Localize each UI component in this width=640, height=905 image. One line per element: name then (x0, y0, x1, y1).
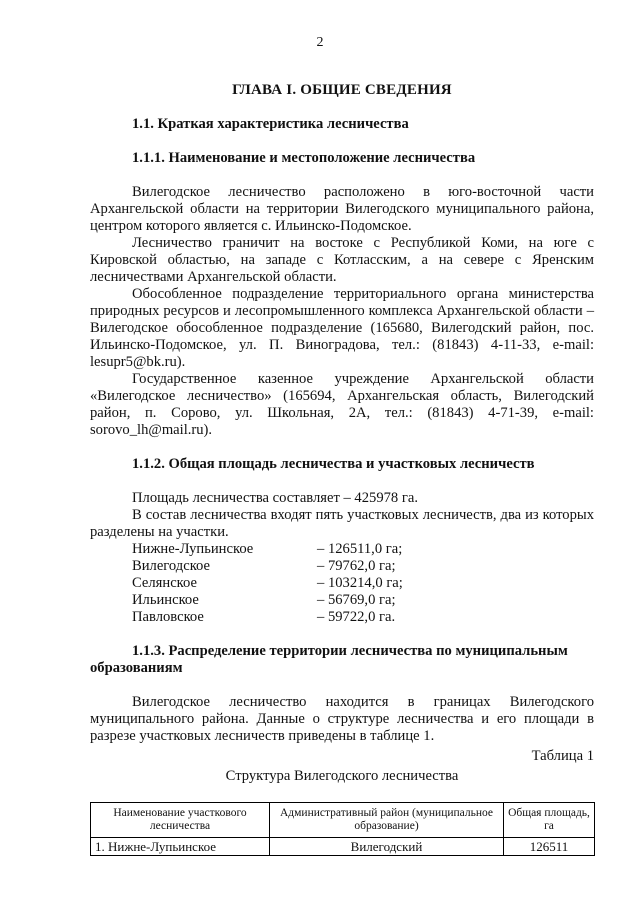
table-header-area: Общая площадь, га (504, 803, 595, 838)
paragraph-borders: Лесничество граничит на востоке с Республикой Коми, на юге с Кировской областью, на западе с Котласским, а на севере с Яренским лесничествами Архангельской области. (90, 235, 594, 285)
table-cell: 126511 (504, 838, 595, 856)
paragraph-subdivision: Обособленное подразделение территориального органа министерства природных ресурсов и лесопромышленного комплекса Архангельской области – Вилегодское обособленное подразделение (165680, Вилегодский район, пос. Ильинско-Подомское, ул. П. Виноградова, тел.: (81843) 4-11-33, e-mail: lesupr5@bk.ru). (90, 286, 594, 370)
district-name: Павловское (132, 609, 204, 625)
table-label: Таблица 1 (531, 748, 594, 764)
district-area: – 126511,0 га; (317, 541, 403, 557)
paragraph-institution: Государственное казенное учреждение Архангельской области «Вилегодское лесничество» (165694, Архангельская область, Вилегодский район, п. Сорово, ул. Школьная, 2А, тел.: (81843) 4-71-39, e-mail: sorovo_lh@mail.ru). (90, 371, 594, 438)
district-area: – 59722,0 га. (317, 609, 396, 625)
district-name: Вилегодское (132, 558, 211, 574)
section-heading-1-1: 1.1. Краткая характеристика лесничества (132, 116, 409, 132)
section-heading-1-1-1: 1.1.1. Наименование и местоположение лесничества (132, 150, 476, 166)
page-content (90, 82, 594, 856)
table-row (91, 838, 595, 856)
chapter-title: ГЛАВА I. ОБЩИЕ СВЕДЕНИЯ (232, 82, 452, 98)
paragraph-composition: В состав лесничества входят пять участковых лесничеств, два из которых разделены на участки. (90, 507, 594, 540)
paragraph-location: Вилегодское лесничество расположено в юго-восточной части Архангельской области на территории Вилегодского муниципального района, центром которого является с. Ильинско-Подомское. (90, 184, 594, 234)
list-item (132, 541, 594, 558)
district-list (132, 541, 594, 626)
paragraph-total-area: Площадь лесничества составляет – 425978 га. (132, 490, 418, 506)
district-name: Ильинское (132, 592, 199, 608)
table-caption: Структура Вилегодского лесничества (225, 768, 459, 784)
list-item (132, 609, 594, 626)
structure-table (90, 802, 595, 856)
district-area: – 103214,0 га; (317, 575, 403, 591)
table-header-admin-district: Административный район (муниципальное образование) (270, 803, 504, 838)
table-header-district: Наименование участкового лесничества (91, 803, 270, 838)
district-name: Селянское (132, 575, 197, 591)
district-area: – 79762,0 га; (317, 558, 396, 574)
list-item (132, 575, 594, 592)
list-item (132, 558, 594, 575)
table-cell: Вилегодский (270, 838, 504, 856)
district-name: Нижне-Лупьинское (132, 541, 254, 557)
table-cell: 1. Нижне-Лупьинское (91, 838, 270, 856)
page-number: 2 (316, 35, 324, 50)
paragraph-structure: Вилегодское лесничество находится в границах Вилегодского муниципального района. Данные о структуре лесничества и его площади в разрезе участковых лесничеств приведены в таблице 1. (90, 694, 594, 744)
district-area: – 56769,0 га; (317, 592, 396, 608)
section-heading-1-1-2: 1.1.2. Общая площадь лесничества и участковых лесничеств (132, 456, 535, 472)
section-heading-1-1-3: 1.1.3. Распределение территории лесничества по муниципальным образованиям (90, 643, 568, 676)
list-item (132, 592, 594, 609)
table-header-row (91, 803, 595, 838)
